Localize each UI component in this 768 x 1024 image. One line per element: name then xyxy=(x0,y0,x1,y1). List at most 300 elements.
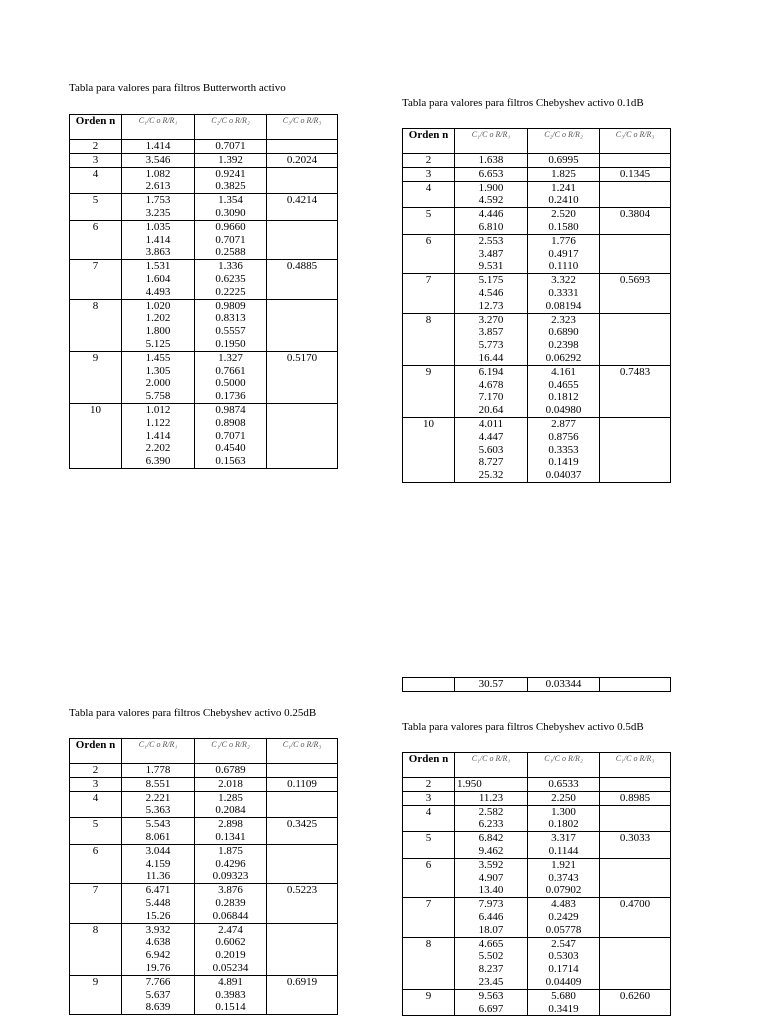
c1-cell: 5.363 xyxy=(122,804,195,817)
c2-cell: 1.285 xyxy=(195,791,267,804)
c1-cell: 3.592 xyxy=(455,858,528,871)
table-row xyxy=(70,351,338,364)
c3-cell xyxy=(600,778,671,792)
c1-cell: 1.778 xyxy=(122,764,195,778)
ratio-header: C₂/C o R/R₂ xyxy=(195,115,267,140)
table-row xyxy=(403,858,671,871)
c2-cell: 0.07902 xyxy=(528,884,600,897)
c3-cell: 0.6260 xyxy=(600,989,671,1016)
c2-cell: 0.6789 xyxy=(195,764,267,778)
c1-cell: 9.462 xyxy=(455,845,528,858)
table-caption-chebyshev-0.5db: Tabla para valores para filtros Chebyshev activo 0.5dB xyxy=(402,721,644,733)
c1-cell: 8.727 xyxy=(455,456,528,469)
c1-cell: 4.665 xyxy=(455,937,528,950)
c2-cell: 0.08194 xyxy=(528,300,600,313)
c2-cell: 4.161 xyxy=(528,365,600,378)
c1-cell: 1.414 xyxy=(122,234,195,247)
c2-cell: 1.825 xyxy=(528,167,600,181)
c3-cell: 0.4214 xyxy=(267,194,338,221)
c3-cell xyxy=(267,167,338,194)
c2-cell: 0.6533 xyxy=(528,778,600,792)
c1-cell: 6.697 xyxy=(455,1003,528,1016)
c2-cell: 0.04980 xyxy=(528,404,600,417)
table-row xyxy=(70,260,338,273)
c2-cell: 0.1110 xyxy=(528,260,600,273)
table-row xyxy=(70,194,338,207)
order-cell: 6 xyxy=(403,858,455,897)
table-row xyxy=(403,791,671,805)
c1-cell: 12.73 xyxy=(455,300,528,313)
c2-cell: 2.323 xyxy=(528,313,600,326)
c1-cell: 7.766 xyxy=(122,975,195,988)
c1-cell: 9.563 xyxy=(455,989,528,1002)
c2-cell: 0.4917 xyxy=(528,248,600,261)
c3-cell xyxy=(600,417,671,482)
order-cell: 3 xyxy=(403,167,455,181)
c2-cell: 2.250 xyxy=(528,791,600,805)
table-row xyxy=(70,220,338,233)
c1-cell: 6.653 xyxy=(455,167,528,181)
c1-cell: 1.122 xyxy=(122,417,195,430)
c2-cell: 0.1419 xyxy=(528,456,600,469)
c2-cell: 0.2429 xyxy=(528,911,600,924)
c2-cell: 0.7661 xyxy=(195,365,267,378)
c2-cell: 1.875 xyxy=(195,844,267,857)
c2-cell: 0.06844 xyxy=(195,910,267,923)
c2-cell: 1.336 xyxy=(195,260,267,273)
c2-cell: 1.300 xyxy=(528,805,600,818)
c1-cell: 20.64 xyxy=(455,404,528,417)
c1-cell: 2.582 xyxy=(455,805,528,818)
c2-cell: 0.1812 xyxy=(528,391,600,404)
c2-cell: 0.1736 xyxy=(195,390,267,403)
c2-cell: 4.483 xyxy=(528,898,600,911)
c2-cell: 0.3353 xyxy=(528,444,600,457)
c2-cell: 0.2019 xyxy=(195,949,267,962)
c1-cell: 1.020 xyxy=(122,299,195,312)
c1-cell: 6.842 xyxy=(455,832,528,845)
c2-cell: 0.3419 xyxy=(528,1003,600,1016)
ratio-header: C₁/C o R/R₂ xyxy=(528,753,600,778)
ratio-header: C₁/C o R/R₂ xyxy=(195,739,267,764)
c2-cell: 1.354 xyxy=(195,194,267,207)
c1-cell: 2.553 xyxy=(455,234,528,247)
table-row xyxy=(403,678,671,692)
c2-cell: 3.317 xyxy=(528,832,600,845)
c1-cell: 23.45 xyxy=(455,976,528,989)
c2-cell: 2.474 xyxy=(195,923,267,936)
table-row xyxy=(70,791,338,804)
c2-cell: 0.09323 xyxy=(195,870,267,883)
order-cell: 6 xyxy=(70,844,122,883)
table-row xyxy=(403,805,671,818)
c2-cell: 0.2839 xyxy=(195,897,267,910)
header-row xyxy=(70,739,338,764)
order-cell: 2 xyxy=(70,140,122,154)
order-cell: 7 xyxy=(403,274,455,313)
c2-cell: 0.3983 xyxy=(195,989,267,1002)
table-row xyxy=(70,299,338,312)
c2-cell: 2.898 xyxy=(195,818,267,831)
order-cell: 7 xyxy=(70,884,122,923)
c1-cell: 18.07 xyxy=(455,924,528,937)
table-caption-chebyshev-0.1db: Tabla para valores para filtros Chebyshev activo 0.1dB xyxy=(402,97,644,109)
order-cell: 3 xyxy=(70,153,122,167)
order-cell: 3 xyxy=(403,791,455,805)
c3-cell xyxy=(267,844,338,883)
order-cell: 5 xyxy=(403,208,455,235)
c3-cell: 0.5170 xyxy=(267,351,338,403)
c1-cell: 3.270 xyxy=(455,313,528,326)
table-row xyxy=(403,167,671,181)
order-cell: 2 xyxy=(70,764,122,778)
c2-cell: 0.1950 xyxy=(195,338,267,351)
c1-cell: 3.546 xyxy=(122,153,195,167)
c2-cell: 0.7071 xyxy=(195,234,267,247)
c2-cell: 1.392 xyxy=(195,153,267,167)
c3-cell xyxy=(600,181,671,208)
c2-cell: 0.9809 xyxy=(195,299,267,312)
table-row xyxy=(403,313,671,326)
c2-cell: 0.9241 xyxy=(195,167,267,180)
c1-cell: 5.175 xyxy=(455,274,528,287)
c1-cell: 4.011 xyxy=(455,417,528,430)
order-header: Orden n xyxy=(403,129,455,154)
c3-cell: 0.3033 xyxy=(600,832,671,859)
order-header: Orden n xyxy=(70,115,122,140)
c2-cell: 0.1341 xyxy=(195,831,267,844)
c1-cell: 16.44 xyxy=(455,352,528,365)
order-cell: 5 xyxy=(70,818,122,845)
c3-cell xyxy=(267,140,338,154)
c1-cell: 1.753 xyxy=(122,194,195,207)
table-row xyxy=(403,365,671,378)
table-row xyxy=(403,274,671,287)
c1-cell: 4.159 xyxy=(122,858,195,871)
c1-cell: 5.125 xyxy=(122,338,195,351)
order-cell: 10 xyxy=(403,417,455,482)
c3-cell xyxy=(267,403,338,468)
table-row xyxy=(403,989,671,1002)
c1-cell: 6.471 xyxy=(122,884,195,897)
order-cell: 2 xyxy=(403,778,455,792)
c2-cell: 4.891 xyxy=(195,975,267,988)
c1-cell: 1.305 xyxy=(122,365,195,378)
c2-cell: 0.1514 xyxy=(195,1001,267,1014)
c1-cell: 1.414 xyxy=(122,140,195,154)
c2-cell: 0.8756 xyxy=(528,431,600,444)
c3-cell: 0.2024 xyxy=(267,153,338,167)
order-cell: 5 xyxy=(403,832,455,859)
order-cell: 8 xyxy=(403,937,455,989)
c1-cell: 5.637 xyxy=(122,989,195,1002)
c1-cell: 8.061 xyxy=(122,831,195,844)
c2-cell: 0.4655 xyxy=(528,379,600,392)
order-cell: 9 xyxy=(70,351,122,403)
c2-cell: 1.241 xyxy=(528,181,600,194)
c2-cell: 0.1802 xyxy=(528,818,600,831)
chebyshev-0.5db-table xyxy=(402,752,671,1016)
chebyshev-0.1db-table xyxy=(402,128,671,483)
ratio-header: C₁/C o R/R₁ xyxy=(122,739,195,764)
c2-cell: 2.547 xyxy=(528,937,600,950)
order-cell: 4 xyxy=(70,791,122,818)
order-cell: 3 xyxy=(70,777,122,791)
table-row xyxy=(70,403,338,416)
c2-cell: 0.3743 xyxy=(528,872,600,885)
c1-cell: 8.639 xyxy=(122,1001,195,1014)
c2-cell: 0.05234 xyxy=(195,962,267,975)
c1-cell: 4.638 xyxy=(122,936,195,949)
c3-cell: 0.5693 xyxy=(600,274,671,313)
c2-cell: 0.2225 xyxy=(195,286,267,299)
table-row xyxy=(70,818,338,831)
c1-cell: 2.202 xyxy=(122,442,195,455)
c3-cell xyxy=(267,220,338,259)
table-caption-butterworth: Tabla para valores para filtros Butterworth activo xyxy=(69,82,286,94)
table-row xyxy=(70,844,338,857)
c1-cell: 4.493 xyxy=(122,286,195,299)
c1-cell: 2.613 xyxy=(122,180,195,193)
table-row xyxy=(403,778,671,792)
c2-cell: 0.4296 xyxy=(195,858,267,871)
c2-cell: 0.04037 xyxy=(528,469,600,482)
c2-cell: 0.9874 xyxy=(195,403,267,416)
header-row xyxy=(70,115,338,140)
c3-cell xyxy=(267,299,338,351)
c1-cell: 7.170 xyxy=(455,391,528,404)
table-cell xyxy=(600,678,671,692)
table-row xyxy=(70,764,338,778)
c3-cell xyxy=(600,858,671,897)
c2-cell: 0.5303 xyxy=(528,950,600,963)
c2-cell: 0.2398 xyxy=(528,339,600,352)
c2-cell: 2.877 xyxy=(528,417,600,430)
order-cell: 7 xyxy=(403,898,455,937)
c2-cell: 0.2084 xyxy=(195,804,267,817)
c2-cell: 0.6890 xyxy=(528,326,600,339)
header-row xyxy=(403,129,671,154)
c2-cell: 0.6235 xyxy=(195,273,267,286)
c2-cell: 0.1714 xyxy=(528,963,600,976)
c1-cell: 3.857 xyxy=(455,326,528,339)
table-cell: 30.57 xyxy=(455,678,528,692)
c1-cell: 1.638 xyxy=(455,154,528,168)
c2-cell: 0.9660 xyxy=(195,220,267,233)
c2-cell: 1.776 xyxy=(528,234,600,247)
table-cell: 0.03344 xyxy=(528,678,600,692)
header-row xyxy=(403,753,671,778)
order-cell: 5 xyxy=(70,194,122,221)
chebyshev-0.25db-table xyxy=(69,738,338,1015)
c1-cell: 4.446 xyxy=(455,208,528,221)
table-row xyxy=(403,417,671,430)
c2-cell: 1.327 xyxy=(195,351,267,364)
table-row xyxy=(70,777,338,791)
c1-cell: 1.900 xyxy=(455,181,528,194)
order-cell: 4 xyxy=(70,167,122,194)
c2-cell: 0.7071 xyxy=(195,140,267,154)
c1-cell: 6.942 xyxy=(122,949,195,962)
c1-cell: 3.863 xyxy=(122,246,195,259)
c2-cell: 0.04409 xyxy=(528,976,600,989)
c2-cell: 0.8313 xyxy=(195,312,267,325)
c2-cell: 0.7071 xyxy=(195,430,267,443)
c1-cell: 4.907 xyxy=(455,872,528,885)
table-row xyxy=(70,167,338,180)
c3-cell xyxy=(600,234,671,273)
order-cell: 4 xyxy=(403,181,455,208)
c1-cell: 8.551 xyxy=(122,777,195,791)
order-cell: 7 xyxy=(70,260,122,299)
order-cell: 2 xyxy=(403,154,455,168)
c3-cell xyxy=(600,313,671,365)
c2-cell: 0.3090 xyxy=(195,207,267,220)
c1-cell: 4.592 xyxy=(455,194,528,207)
order-cell: 8 xyxy=(403,313,455,365)
c1-cell: 3.487 xyxy=(455,248,528,261)
chebyshev-0.1db-table-continuation xyxy=(402,677,671,692)
c1-cell: 2.000 xyxy=(122,377,195,390)
c2-cell: 0.2588 xyxy=(195,246,267,259)
c3-cell: 0.3425 xyxy=(267,818,338,845)
c1-cell: 19.76 xyxy=(122,962,195,975)
order-cell: 6 xyxy=(70,220,122,259)
c3-cell xyxy=(600,154,671,168)
c1-cell: 1.950 xyxy=(455,778,528,792)
ratio-header: C₁/C o R/R₁ xyxy=(122,115,195,140)
c1-cell: 1.035 xyxy=(122,220,195,233)
c2-cell: 0.6995 xyxy=(528,154,600,168)
c3-cell xyxy=(267,923,338,975)
c2-cell: 0.05778 xyxy=(528,924,600,937)
c2-cell: 0.5557 xyxy=(195,325,267,338)
table-row xyxy=(403,154,671,168)
c1-cell: 5.603 xyxy=(455,444,528,457)
c1-cell: 6.446 xyxy=(455,911,528,924)
c3-cell: 0.8985 xyxy=(600,791,671,805)
c2-cell: 0.3825 xyxy=(195,180,267,193)
c1-cell: 6.233 xyxy=(455,818,528,831)
ratio-header: C₁/C o R/R₁ xyxy=(455,753,528,778)
c1-cell: 5.502 xyxy=(455,950,528,963)
c1-cell: 25.32 xyxy=(455,469,528,482)
ratio-header: C₁/C o R/R₃ xyxy=(267,739,338,764)
c2-cell: 1.921 xyxy=(528,858,600,871)
c3-cell: 0.1109 xyxy=(267,777,338,791)
c2-cell: 0.1580 xyxy=(528,221,600,234)
c1-cell: 15.26 xyxy=(122,910,195,923)
c3-cell xyxy=(267,764,338,778)
c1-cell: 1.202 xyxy=(122,312,195,325)
c3-cell xyxy=(600,937,671,989)
c1-cell: 3.235 xyxy=(122,207,195,220)
order-cell: 8 xyxy=(70,923,122,975)
order-cell: 6 xyxy=(403,234,455,273)
table-row xyxy=(70,884,338,897)
c1-cell: 7.973 xyxy=(455,898,528,911)
c1-cell: 1.800 xyxy=(122,325,195,338)
c2-cell: 3.322 xyxy=(528,274,600,287)
table-row xyxy=(403,208,671,221)
c3-cell: 0.4700 xyxy=(600,898,671,937)
c1-cell: 5.543 xyxy=(122,818,195,831)
c2-cell: 0.06292 xyxy=(528,352,600,365)
table-caption-chebyshev-0.25db: Tabla para valores para filtros Chebyshev activo 0.25dB xyxy=(69,707,317,719)
c3-cell: 0.1345 xyxy=(600,167,671,181)
c1-cell: 6.390 xyxy=(122,455,195,468)
table-cell xyxy=(403,678,455,692)
c2-cell: 0.4540 xyxy=(195,442,267,455)
c3-cell: 0.4885 xyxy=(267,260,338,299)
order-header: Orden n xyxy=(70,739,122,764)
c3-cell xyxy=(267,791,338,818)
c2-cell: 0.2410 xyxy=(528,194,600,207)
c1-cell: 13.40 xyxy=(455,884,528,897)
c3-cell xyxy=(600,805,671,832)
c1-cell: 9.531 xyxy=(455,260,528,273)
c1-cell: 11.23 xyxy=(455,791,528,805)
table-row xyxy=(70,923,338,936)
c1-cell: 6.194 xyxy=(455,365,528,378)
c2-cell: 0.3331 xyxy=(528,287,600,300)
order-cell: 9 xyxy=(403,989,455,1016)
table-row xyxy=(403,898,671,911)
c2-cell: 0.1563 xyxy=(195,455,267,468)
table-row xyxy=(403,832,671,845)
c1-cell: 11.36 xyxy=(122,870,195,883)
c1-cell: 6.810 xyxy=(455,221,528,234)
table-row xyxy=(403,234,671,247)
order-cell: 9 xyxy=(403,365,455,417)
butterworth-table xyxy=(69,114,338,469)
c3-cell: 0.7483 xyxy=(600,365,671,417)
c3-cell: 0.6919 xyxy=(267,975,338,1014)
order-header: Orden n xyxy=(403,753,455,778)
c1-cell: 2.221 xyxy=(122,791,195,804)
order-cell: 9 xyxy=(70,975,122,1014)
c1-cell: 1.455 xyxy=(122,351,195,364)
c1-cell: 3.932 xyxy=(122,923,195,936)
order-cell: 4 xyxy=(403,805,455,832)
c2-cell: 5.680 xyxy=(528,989,600,1002)
c2-cell: 2.018 xyxy=(195,777,267,791)
table-row xyxy=(403,181,671,194)
c2-cell: 0.5000 xyxy=(195,377,267,390)
c1-cell: 8.237 xyxy=(455,963,528,976)
c2-cell: 0.6062 xyxy=(195,936,267,949)
c1-cell: 1.531 xyxy=(122,260,195,273)
c1-cell: 4.546 xyxy=(455,287,528,300)
c1-cell: 5.758 xyxy=(122,390,195,403)
order-cell: 8 xyxy=(70,299,122,351)
ratio-header: C₃/C o R/R₃ xyxy=(600,129,671,154)
table-row xyxy=(70,975,338,988)
c2-cell: 2.520 xyxy=(528,208,600,221)
c1-cell: 1.604 xyxy=(122,273,195,286)
ratio-header: C₁/C o R/R₁ xyxy=(455,129,528,154)
table-row xyxy=(403,937,671,950)
c3-cell: 0.5223 xyxy=(267,884,338,923)
table-row xyxy=(70,140,338,154)
order-cell: 10 xyxy=(70,403,122,468)
c1-cell: 1.012 xyxy=(122,403,195,416)
ratio-header: C₁/C o R/R₃ xyxy=(600,753,671,778)
table-row xyxy=(70,153,338,167)
c1-cell: 4.447 xyxy=(455,431,528,444)
c1-cell: 4.678 xyxy=(455,379,528,392)
c1-cell: 5.448 xyxy=(122,897,195,910)
